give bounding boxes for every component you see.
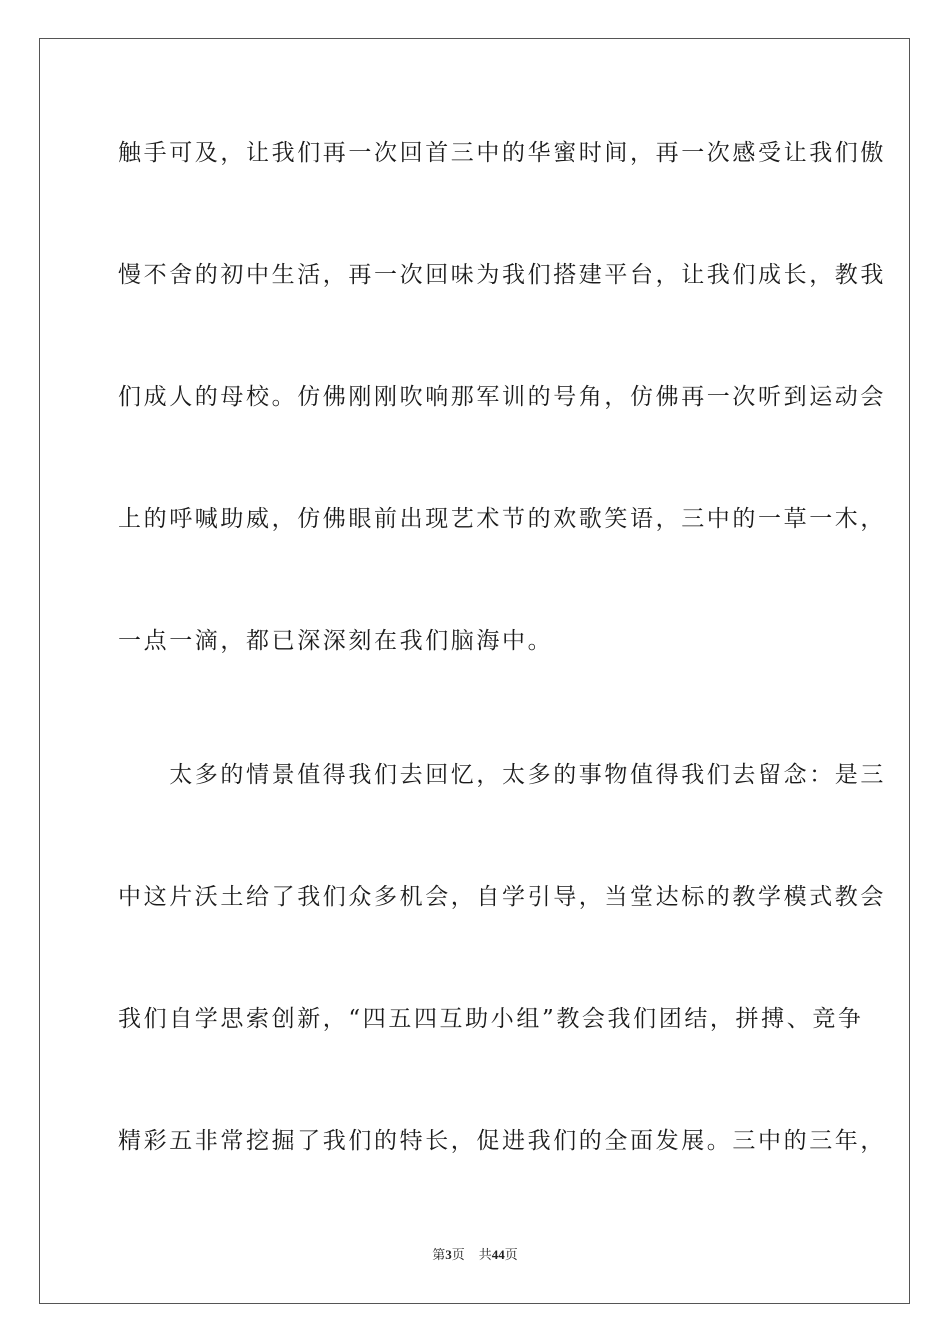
body-line-1: 触手可及，让我们再一次回首三中的华蜜时间，再一次感受让我们傲 [118, 140, 886, 166]
page-suffix: 页 [451, 1247, 465, 1262]
body-line-8: 我们自学思索创新，“四五四互助小组”教会我们团结，拼搏、竞争 [118, 1006, 864, 1032]
total-pages: 44 [491, 1247, 505, 1262]
page-footer [0, 1246, 950, 1264]
body-line-9: 精彩五非常挖掘了我们的特长，促进我们的全面发展。三中的三年， [118, 1128, 886, 1154]
body-line-6: 太多的情景值得我们去回忆，太多的事物值得我们去留念：是三 [118, 762, 886, 788]
body-line-3: 们成人的母校。仿佛刚刚吹响那军训的号角，仿佛再一次听到运动会 [118, 384, 886, 410]
page-border [39, 38, 910, 1304]
body-line-7: 中这片沃土给了我们众多机会，自学引导，当堂达标的教学模式教会 [118, 884, 886, 910]
total-prefix: 共 [478, 1247, 492, 1262]
total-suffix: 页 [504, 1247, 518, 1262]
body-line-2: 慢不舍的初中生活，再一次回味为我们搭建平台，让我们成长，教我 [118, 262, 886, 288]
body-line-5: 一点一滴，都已深深刻在我们脑海中。 [118, 628, 554, 654]
page-number: 3 [445, 1247, 452, 1262]
body-line-4: 上的呼喊助威，仿佛眼前出现艺术节的欢歌笑语，三中的一草一木， [118, 506, 886, 532]
page-prefix: 第 [432, 1247, 446, 1262]
